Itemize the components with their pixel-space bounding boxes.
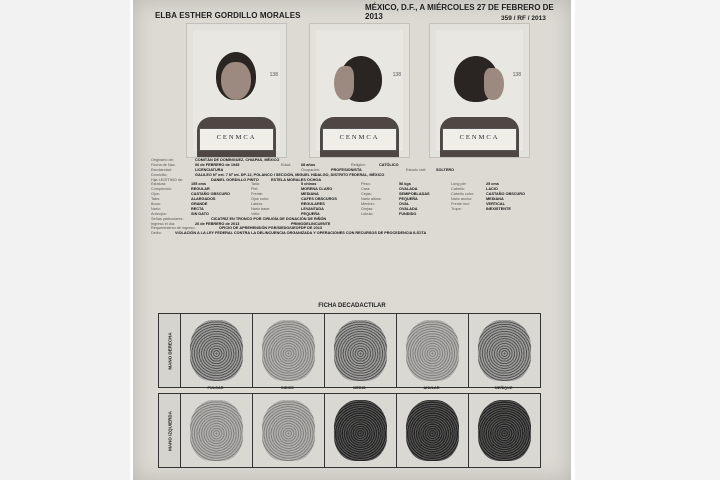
field-cara: OVALADA — [399, 187, 418, 192]
field-label: Trope: — [451, 206, 462, 211]
right-hand-label-box — [158, 313, 181, 388]
field-label: Edad: — [281, 162, 291, 167]
photo-number: 138 — [392, 72, 401, 78]
field-label: Mentón: — [361, 202, 375, 207]
right-hand-label: MANO DERECHA — [167, 331, 172, 370]
field-label: Tabs: — [151, 197, 161, 202]
fingerprint-left-index — [252, 393, 325, 468]
field-label: Long pie: — [451, 182, 467, 187]
field-label: Señas particulares: — [151, 216, 184, 221]
mugshot-name-board — [442, 128, 517, 151]
finger-name-little: MEÑIQUE — [494, 386, 513, 390]
document-date: MÉXICO, D.F., A MIÉRCOLES 27 DE FEBRERO DE 2013 — [365, 3, 554, 21]
field-label: Cara: — [361, 187, 371, 192]
field-nariz-altura: PEQUEÑA — [399, 197, 418, 202]
finger-name-ring: ANULAR — [423, 386, 440, 390]
field-label: Anteojos: — [151, 211, 167, 216]
field-ingreso: 26 de FEBRERO de 2013 — [195, 221, 240, 226]
field-ocupacion: PROFESIONISTA — [331, 167, 362, 172]
field-label: Fecha de Nac. — [151, 162, 176, 167]
fingerprint-right-ring — [396, 313, 469, 388]
fingerprint-left-middle — [324, 393, 397, 468]
field-domicilio: GALILEO Nº ext. 7 Nº int. DP-12, POLANCO I SECCIÓN, MIGUEL HIDALGO, DISTRITO FEDERAL, MÉXICO — [195, 172, 385, 177]
field-ojos-color: CAFES OBSCUROS — [301, 197, 337, 202]
field-senas: CICATRIZ EN TRONCO POR CIRUGÍA DE DONACIÓN DE RIÑÓN — [211, 216, 327, 221]
identification-fields — [151, 158, 556, 241]
field-cabello: LACIO — [486, 187, 498, 192]
subject-name: ELBA ESTHER GORDILLO MORALES — [155, 11, 301, 20]
field-edad: 68 años — [301, 162, 316, 167]
field-label: Nariz altura: — [361, 197, 382, 202]
field-label: Ingreso el día: — [151, 221, 176, 226]
field-civil: SOLTERO — [436, 167, 455, 172]
field-trope: INEXISTENTE — [486, 206, 511, 211]
field-peso: 56 kgs — [399, 182, 411, 187]
field-label: Nariz: — [151, 206, 161, 211]
field-label: Nariz ancho: — [451, 197, 473, 202]
fingerprint-title: FICHA DECADACTILAR — [318, 303, 386, 309]
finger-name-thumb: PULGAR — [207, 386, 224, 390]
board-text: CENMCA — [216, 134, 257, 141]
left-hand-label-box — [158, 393, 181, 468]
field-long-pie: 25 cms — [486, 182, 499, 187]
field-orejas: OVALADA — [399, 206, 418, 211]
photo-number: 138 — [269, 72, 278, 78]
field-cejas: SEMIPOBLADAS — [399, 192, 430, 197]
field-label: Peso: — [361, 182, 371, 187]
field-piel: MORENA CLARO — [301, 187, 333, 192]
field-vello: PEQUEÑA — [301, 211, 320, 216]
field-religion: CATÓLICO — [379, 162, 399, 167]
field-padre: DANIEL GORDILLO PINTO — [211, 177, 259, 182]
field-ojos: CASTAÑO OBSCURO — [191, 192, 230, 197]
field-label: Cejas: — [361, 192, 372, 197]
field-label: Talla: — [251, 182, 260, 187]
field-label: Lóbulo: — [361, 211, 374, 216]
field-label: Originario de: — [151, 158, 174, 162]
field-label: Boca: — [151, 202, 161, 207]
field-label: Estado civil: — [406, 167, 427, 172]
field-label: Ojos color: — [251, 197, 270, 202]
field-label: Piel: — [251, 187, 259, 192]
fingerprint-right-index — [252, 313, 325, 388]
field-delito: VIOLACIÓN A LA LEY FEDERAL CONTRA LA DELINCUENCIA ORGANIZADA Y OPERACIONES CON RECURSOS DE PROCEDENCIA ILÍCITA — [175, 231, 427, 236]
field-primodelincuente: PRIMODELINCUENTE — [291, 221, 331, 226]
field-tabs: ALARGADOS — [191, 197, 216, 202]
field-madre: ESTELA MORALES OCHOA — [271, 177, 322, 182]
field-talla: 5 chinos — [301, 182, 317, 187]
field-label: Domicilio: — [151, 172, 168, 177]
field-anteojos: SIN DATO — [191, 211, 209, 216]
fingerprint-right-middle — [324, 313, 397, 388]
mugshot-name-board — [199, 128, 274, 151]
field-nariz: RECTA — [191, 206, 204, 211]
field-nariz-base: LEVANTADA — [301, 206, 324, 211]
field-label: Ojos: — [151, 192, 160, 197]
board-text: CENMCA — [339, 134, 380, 141]
field-labios: REGULARES — [301, 202, 325, 207]
field-label: Hija LEGÍTIMO de: — [151, 177, 184, 182]
field-estatura: 155 cms — [191, 182, 206, 187]
field-label: Delito: — [151, 231, 162, 236]
fingerprint-right-little — [468, 313, 541, 388]
field-label: Labios: — [251, 202, 264, 207]
mugshot-profile-left — [309, 23, 410, 158]
field-label: Frente: — [251, 192, 264, 197]
field-cabello-color: CASTAÑO OBSCURO — [486, 192, 525, 197]
fingerprint-left-thumb — [180, 393, 253, 468]
field-frente: MEDIANA — [301, 192, 319, 197]
field-label: Estatura: — [151, 182, 167, 187]
field-label: Vello: — [251, 211, 261, 216]
field-nariz-ancho: MEDIANA — [486, 197, 504, 202]
field-label: Cabello: — [451, 187, 465, 192]
field-nacimiento: 06 de FEBRERO de 1945 — [195, 162, 240, 167]
field-label: Ocupación: — [301, 167, 321, 172]
field-menton: OVAL — [399, 202, 410, 207]
finger-name-middle: MEDIO — [353, 386, 366, 390]
field-lobulo: FUNDIDO — [399, 211, 417, 216]
field-requerimiento: OFICIO DE APREHENSIÓN PGR/SIEDO/UEOFDP DE 2013 — [219, 226, 322, 231]
field-boca: GRANDE — [191, 202, 208, 207]
field-originario: COMITÁN DE DOMÍNGUEZ, CHIAPAS, MÉXICO — [195, 158, 280, 162]
photo-number: 138 — [512, 72, 521, 78]
reference-number: 359 / RF / 2013 — [501, 15, 546, 22]
field-label: Requerimiento de ingreso: — [151, 226, 196, 231]
fingerprint-right-thumb — [180, 313, 253, 388]
field-label: Escolaridad: — [151, 167, 172, 172]
fingerprint-left-ring — [396, 393, 469, 468]
board-text: CENMCA — [459, 134, 500, 141]
field-complexion: REGULAR — [191, 187, 210, 192]
field-label: Nariz base: — [251, 206, 271, 211]
police-record-sheet — [133, 0, 571, 480]
field-label: Orejas: — [361, 206, 374, 211]
field-label: Religión: — [351, 162, 366, 167]
mugshot-profile-right — [429, 23, 530, 158]
finger-name-index: INDICE — [281, 386, 294, 390]
field-frente-inclinacion: VERTICAL — [486, 202, 505, 207]
field-label: Cabello color: — [451, 192, 475, 197]
right-background — [575, 0, 720, 480]
mugshot-front — [186, 23, 287, 158]
field-label: Complexión: — [151, 187, 173, 192]
field-label: Frente incl: — [451, 202, 470, 207]
field-escolaridad: LICENCIATURA — [195, 167, 224, 172]
left-hand-label: MANO IZQUIERDA — [167, 410, 172, 451]
left-background — [0, 0, 130, 480]
mugshot-name-board — [322, 128, 397, 151]
fingerprint-left-little — [468, 393, 541, 468]
